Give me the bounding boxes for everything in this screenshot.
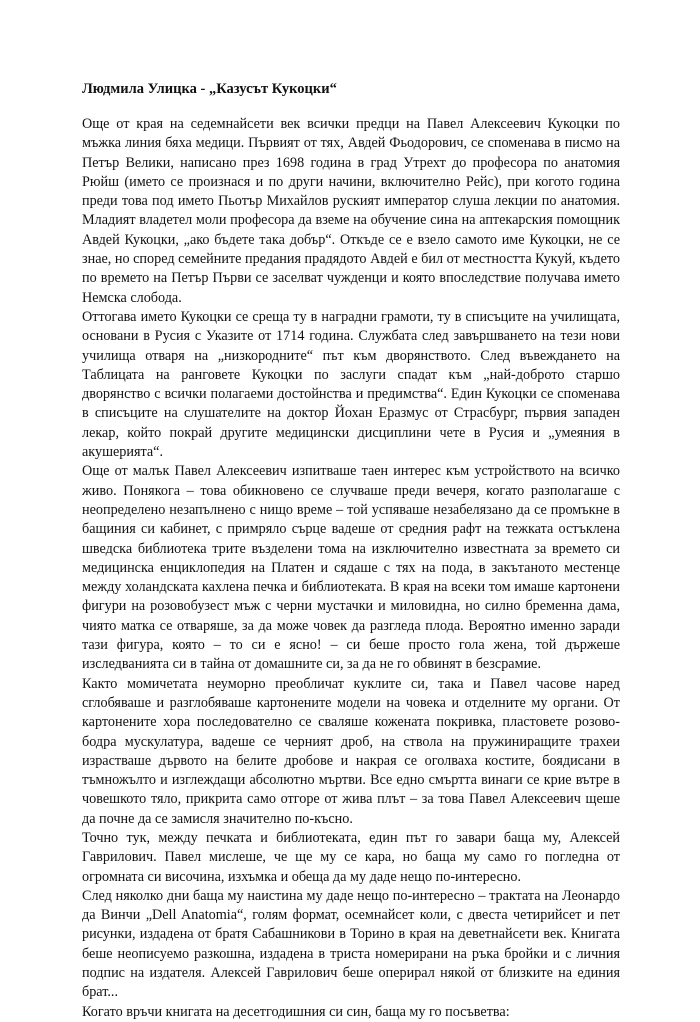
- paragraph: Още от края на седемнайсети век всички предци на Павел Алексеевич Кукоцки по мъжка линия бяха медици. Първият от тях, Авдей Фьодорович, се споменава в писмо на Петър Велики, написано през 1698 година в град Утрехт до професора по анатомия Рюйш (името се произнася и по други начини, включително Рейс), при когото година преди това под името Пьотър Михайлов руският император слуша лекции по анатомия. Младият владетел моли професора да вземе на обучение сина на аптекарския помощник Авдей Кукоцки, „ако бъдете така добър“. Откъде се е взело самото име Кукоцки, не се знае, но според семейните предания прадядото Авдей е бил от местността Кукуй, където по времето на Петър Първи се заселват чужденци и която впоследствие получава името Немска слобода.: [82, 116, 620, 306]
- paragraph: Когато връчи книгата на десетгодишния си син, баща му го посъветва:: [82, 1003, 510, 1020]
- paragraph: Както момичетата неуморно преобличат куклите си, така и Павел часове наред сглобяваше и разглобяваше картонените модели на човека и отделните му органи. От картонените хора последователно се сваляше кожената покривка, пластовете розово-бодра мускулатура, вадеше се черният дроб, на ствола на пружиниращите трахеи израстваше дървото на белите дробове и накрая се оголваха костите, боядисани в тъмножълто и изглеждащи абсолютно мъртви. Все едно смъртта винаги се крие вътре в човешкото тяло, прикрита само отгоре от жива плът – за това Павел Алексеевич щеше да почне да се замисля значително по-късно.: [82, 675, 620, 827]
- document-body: [82, 115, 620, 1022]
- paragraph: Оттогава името Кукоцки се среща ту в наградни грамоти, ту в списъците на училищата, основани в Русия с Указите от 1714 година. Службата след завършването на тези нови училища отваря на „низкородните“ път към дворянството. След въвеждането на Таблицата на ранговете Кукоцки по заслуги спадат към „най-доброто старшо дворянство с всички полагаеми достойнства и предимства“. Един Кукоцки се споменава в списъците на слушателите на доктор Йохан Еразмус от Страсбург, първия западен лекар, който покрай другите медицински дисциплини чете в Русия и „умеяния в акушерията“.: [82, 308, 620, 461]
- paragraph: Точно тук, между печката и библиотеката, един път го завари баща му, Алексей Гаврилович. Павел мислеше, че ще му се кара, но баща му само го погледна от огромната си височина, изхъмка и обеща да му даде нещо по-интересно.: [82, 829, 620, 885]
- document-title: Людмила Улицка - „Казусът Кукоцки“: [82, 81, 337, 97]
- paragraph: След няколко дни баща му наистина му даде нещо по-интересно – трактата на Леонардо да Винчи „Dell Anatomia“, голям формат, осемнайсет коли, с двеста четирийсет и пет рисунки, издадена от братя Сабашникови в Торино в края на деветнайсети век. Книгата беше неописуемо разкошна, издадена в триста номерирани на ръка бройки и с личния подпис на издателя. Алексей Гаврилович беше оперирал някой от близките на единия брат...: [82, 887, 620, 1001]
- paragraph: Още от малък Павел Алексеевич изпитваше таен интерес към устройството на всичко живо. Понякога – това обикновено се случваше преди вечеря, когато разполагаше с неопределено незапълнено с нищо време – той успяваше незабелязано да се промъкне в бащиния си кабинет, с примряло сърце вадеше от средния рафт на тежката остъклена шведска библиотека трите възделени тома на изключително известната за времето си медицинска енциклопедия на Платен и сядаше с тях на пода, в закътаното местенце между холандската кахлена печка и библиотеката. В края на всеки том имаше картонени фигури на розовобузест мъж с черни мустачки и миловидна, но силно бременна дама, чиято матка се отваряше, за да може човек да разгледа плода. Вероятно именно заради тази фигура, която – то си е ясно! – си беше просто гола жена, той държеше изследванията си в тайна от домашните си, за да не го обвинят в безсрамие.: [82, 463, 620, 673]
